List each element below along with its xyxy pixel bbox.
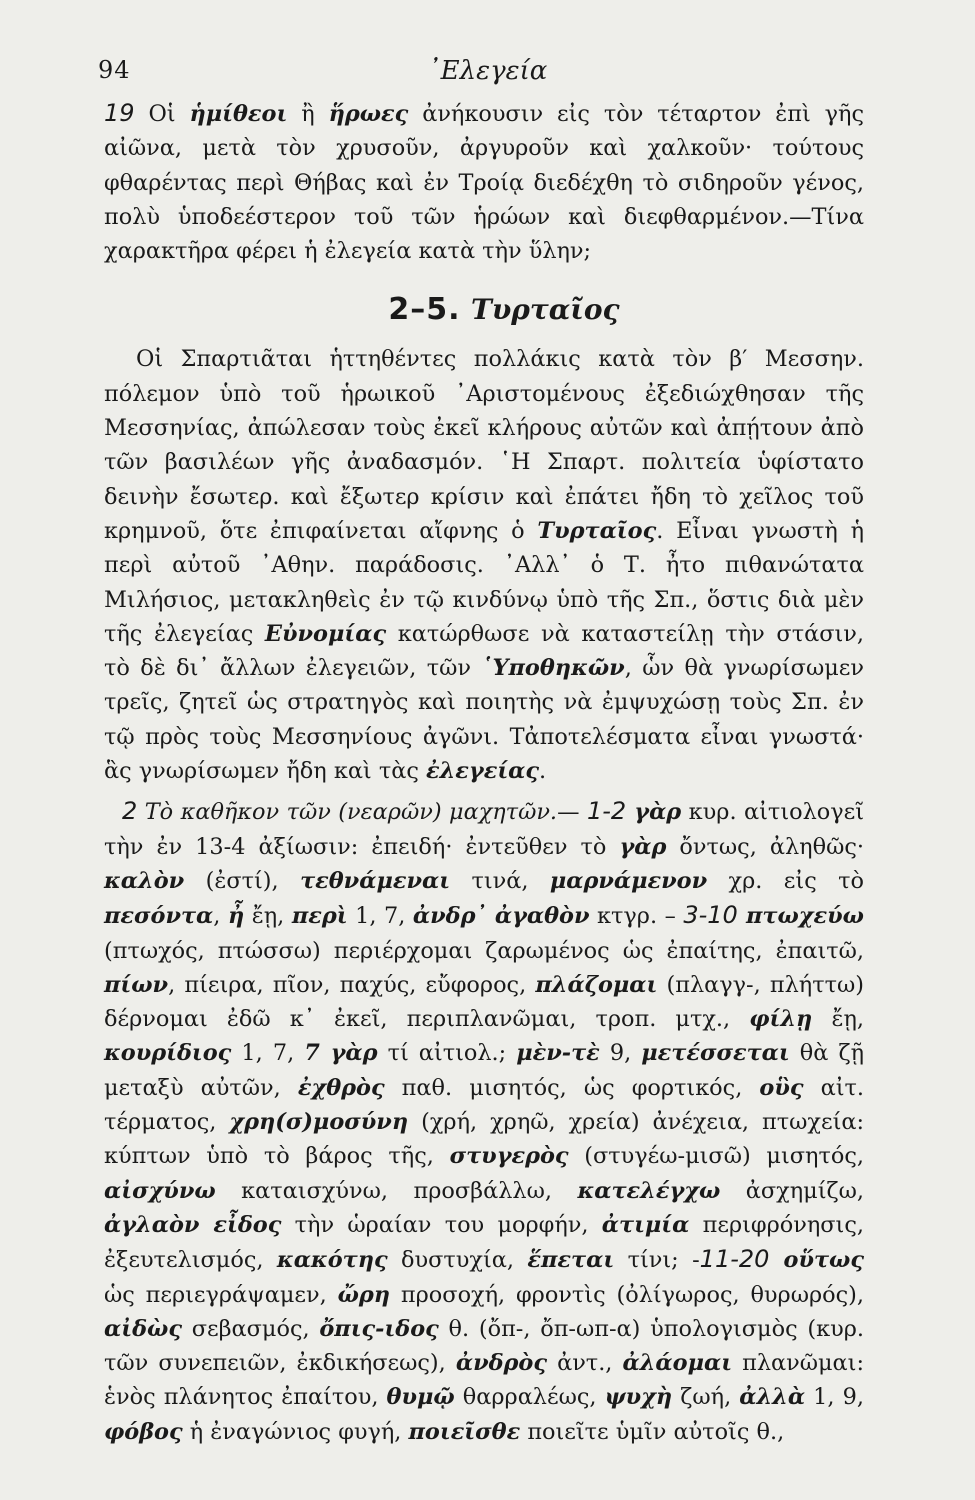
text: . Εἶναι γνωστὴ ἡ περὶ αὐτοῦ ᾽Αθην. παράδοσις. ᾽Αλλ᾽ ὁ Τ. ἦτο πιθανώτατα Μιλήσιος, μετακληθεὶς ἐν τῷ κινδύνῳ ὑπὸ τῆς Σπ., ὅστις διὰ μὲν τῆς ἐλεγείας [104, 517, 864, 647]
text: κυρ. αἰτιολογεῖ τὴν ἐν 13-4 ἀξίωσιν: ἐπειδή· ἐντεῦθεν τὸ [104, 799, 865, 860]
text: πλανῶμαι: ἑνὸς πλάνητος ἐπαίτου, [104, 1350, 864, 1411]
term: γὰρ [619, 833, 667, 860]
term: μετέσσεται [641, 1040, 790, 1067]
term: 7 γὰρ [304, 1040, 378, 1067]
term: ἀτιμία [601, 1211, 690, 1238]
text: ἔῃ, [244, 903, 292, 930]
text: θὰ ζῇ μεταξὺ αὐτῶν, [104, 1040, 865, 1101]
term: θυμῷ [386, 1384, 455, 1411]
text: ἔῃ, [812, 1006, 864, 1033]
text: 1, 7, [347, 903, 413, 930]
text: ἀντ., [547, 1350, 623, 1377]
section-heading [104, 290, 864, 330]
term: ἥρωες [328, 101, 409, 127]
term: ψυχὴ [604, 1384, 673, 1411]
text: (πλαγγ-, πλήττω) δέρνομαι ἐδῶ κ᾽ ἐκεῖ, περιπλανῶμαι, τροπ. μτχ., [104, 971, 864, 1033]
term: κουρίδιος [104, 1040, 232, 1067]
text: (στυγέω-μισῶ) μισητός, [568, 1143, 864, 1170]
text: περιφρόνησις, ἐξευτελισμός, [104, 1211, 864, 1274]
text: χρ. εἰς τὸ [707, 867, 865, 894]
term: καλὸν [104, 867, 185, 894]
text: τὴν ὡραίαν του μορφήν, [281, 1211, 602, 1238]
term: μὲν-τὲ [516, 1040, 600, 1067]
text: σεβασμός, [181, 1315, 320, 1342]
term: ἀλλὰ [739, 1384, 806, 1411]
text: ἡ ἐναγώνιος φυγή, [182, 1418, 409, 1445]
term: αἰσχύνω [104, 1177, 216, 1204]
term: οὓς [759, 1074, 804, 1101]
term: ἦ [227, 903, 245, 930]
note-number: 2 [122, 797, 138, 826]
text: ἀσχημίζω, [720, 1177, 864, 1204]
text: 1, 7, [231, 1040, 305, 1067]
text: (χρή, χρηῶ, χρεία) ἀνέχεια, πτωχεία: κύπτων ὑπὸ τὸ βάρος τῆς, [104, 1109, 865, 1170]
text: τινά, [450, 867, 550, 894]
term: ἐλεγείας [426, 758, 540, 785]
text: ἀνήκουσιν εἰς τὸν τέταρτον ἐπὶ γῆς αἰῶνα, μετὰ τὸν χρυσοῦν, ἀργυροῦν καὶ χαλκοῦν· τούτους φθαρέντας περὶ Θήβας καὶ ἐν Τροίᾳ διεδέχθη τὸ σιδηροῦν γένος, πολὺ ὑποδεέστερον τοῦ τῶν ἡρώων καὶ διεφθαρμένον.—Τίνα χαρακτῆρα φέρει ἡ ἐλεγεία κατὰ τὴν ὕλην; [104, 101, 865, 265]
term: περὶ [291, 903, 348, 930]
verse-ref: 11-20 [699, 1245, 770, 1274]
text: (πτωχός, πτώσσω) περιέρχομαι ζαρωμένος ὡς ἐπαίτης, ἐπαιτῶ, [104, 937, 864, 964]
text: θ. (ὄπ-, ὄπ-ωπ-α) ὑπολογισμὸς (κυρ. τῶν συνεπειῶν, ἐκδικήσεως), [104, 1315, 864, 1377]
text: τί αἰτιολ.; [377, 1040, 517, 1067]
text: θαρραλέως, [454, 1384, 605, 1411]
term: ἀλάομαι [622, 1350, 733, 1377]
term: κατελέγχω [577, 1177, 721, 1204]
term: πλάζομαι [535, 971, 658, 998]
text: κατώρθωσε νὰ καταστείλῃ τὴν στάσιν, τὸ δὲ δι᾽ ἄλλων ἐλεγειῶν, τῶν [104, 620, 864, 682]
text: προσοχή, φροντὶς (ὀλίγωρος, θυρωρός), [390, 1281, 864, 1308]
text: κτγρ. – [589, 903, 684, 930]
page-number: 94 [98, 56, 131, 84]
verse-ref: 3-10 [683, 901, 738, 930]
term: στυγερὸς [449, 1143, 569, 1170]
term: οὕτως [769, 1247, 864, 1274]
text: ὡς περιεγράψαμεν, [104, 1281, 338, 1308]
text: 1, 9, [805, 1384, 864, 1411]
term: ἡμίθεοι [189, 101, 288, 127]
term: τεθνάμεναι [300, 867, 451, 894]
term: ποιεῖσθε [408, 1418, 521, 1445]
paragraph-commentary [104, 794, 864, 1449]
poem-title: Τὸ καθῆκον τῶν (νεαρῶν) μαχητῶν. [137, 799, 558, 826]
term: Τυρταῖος [537, 517, 657, 544]
term: ῾Υποθηκῶν [481, 655, 625, 682]
text: ἢ [287, 101, 329, 127]
term: ἐχθρὸς [297, 1074, 385, 1101]
term: κακότης [276, 1247, 388, 1274]
text: Οἱ [134, 101, 190, 127]
text: ζωή, [672, 1384, 740, 1411]
term: ἀνδρ᾽ ἀγαθὸν [412, 903, 590, 930]
term: ἀνδρὸς [455, 1350, 548, 1377]
text: τίνι; - [614, 1247, 700, 1274]
term: πτωχεύω [737, 903, 864, 930]
term: Εὐνομίας [264, 620, 387, 647]
verse-ref: 1-2 [586, 797, 627, 826]
term: φόβος [104, 1418, 183, 1445]
text: (ἐστί), [184, 867, 301, 894]
text: , [213, 903, 228, 930]
section-number: 2–5. [388, 292, 461, 328]
text: , πίειρα, πῖον, παχύς, εὔφορος, [168, 971, 536, 998]
term: αἰδὼς [104, 1315, 182, 1342]
term: πίων [104, 971, 169, 998]
text: Οἱ Σπαρτιᾶται ἡττηθέντες πολλάκις κατὰ τὸν β′ Μεσσην. πόλεμον ὑπὸ τοῦ ἡρωικοῦ ᾽Αριστομένους ἐξεδιώχθησαν τῆς Μεσσηνίας, ἀπώλεσαν τοὺς ἐκεῖ κλήρους αὐτῶν καὶ ἀπῄτουν ἀπὸ τῶν βασιλέων γῆς ἀναδασμόν. ῾Η Σπαρτ. πολιτεία ὑφίστατο δεινὴν ἔσωτερ. καὶ ἔξωτερ κρίσιν καὶ ἐπάτει ἤδη τὸ χεῖλος τοῦ κρημνοῦ, ὅτε ἐπιφαίνεται αἴφνης ὁ [104, 346, 864, 544]
text: παθ. μισητός, ὡς φορτικός, [384, 1074, 760, 1101]
term: χρη(σ)μοσύνη [229, 1109, 409, 1136]
term: φίλῃ [749, 1006, 813, 1033]
text: ποιεῖτε ὑμῖν αὐτοῖς θ., [520, 1418, 785, 1445]
text: ὄντως, ἀληθῶς· [666, 833, 864, 860]
text: 9, [599, 1040, 642, 1067]
running-head [0, 56, 975, 96]
term: γὰρ [626, 799, 682, 826]
paragraph-heroes [104, 96, 864, 268]
term: ἀγλαὸν εἶδος [104, 1211, 282, 1238]
text: — [557, 799, 587, 826]
text: αἰτ. τέρματος, [104, 1074, 864, 1136]
text: . [539, 758, 547, 785]
text: , ὧν θὰ γνωρίσωμεν τρεῖς, ζητεῖ ὡς στρατηγὸς καὶ ποιητὴς νὰ ἐμψυχώσῃ τοὺς Σπ. ἐν τῷ πρὸς τοὺς Μεσσηνίους ἀγῶνι. Τἀποτελέσματα εἶναι γνωστά· ἃς γνωρίσωμεν ἤδη καὶ τὰς [104, 655, 864, 785]
term: ὄπις-ιδος [319, 1315, 439, 1342]
text: καταισχύνω, προσβάλλω, [215, 1177, 578, 1204]
term: ἕπεται [527, 1247, 615, 1274]
note-number: 19 [104, 99, 135, 127]
section-name: Τυρταῖος [471, 293, 620, 327]
paragraph-tyrtaeus-intro [104, 342, 864, 788]
running-title: ᾽Ελεγεία [427, 56, 548, 86]
page-body [104, 96, 864, 1449]
term: ὤρη [337, 1281, 391, 1308]
text: δυστυχία, [387, 1247, 528, 1274]
term: μαρνάμενον [549, 867, 708, 894]
term: πεσόντα [104, 903, 214, 930]
